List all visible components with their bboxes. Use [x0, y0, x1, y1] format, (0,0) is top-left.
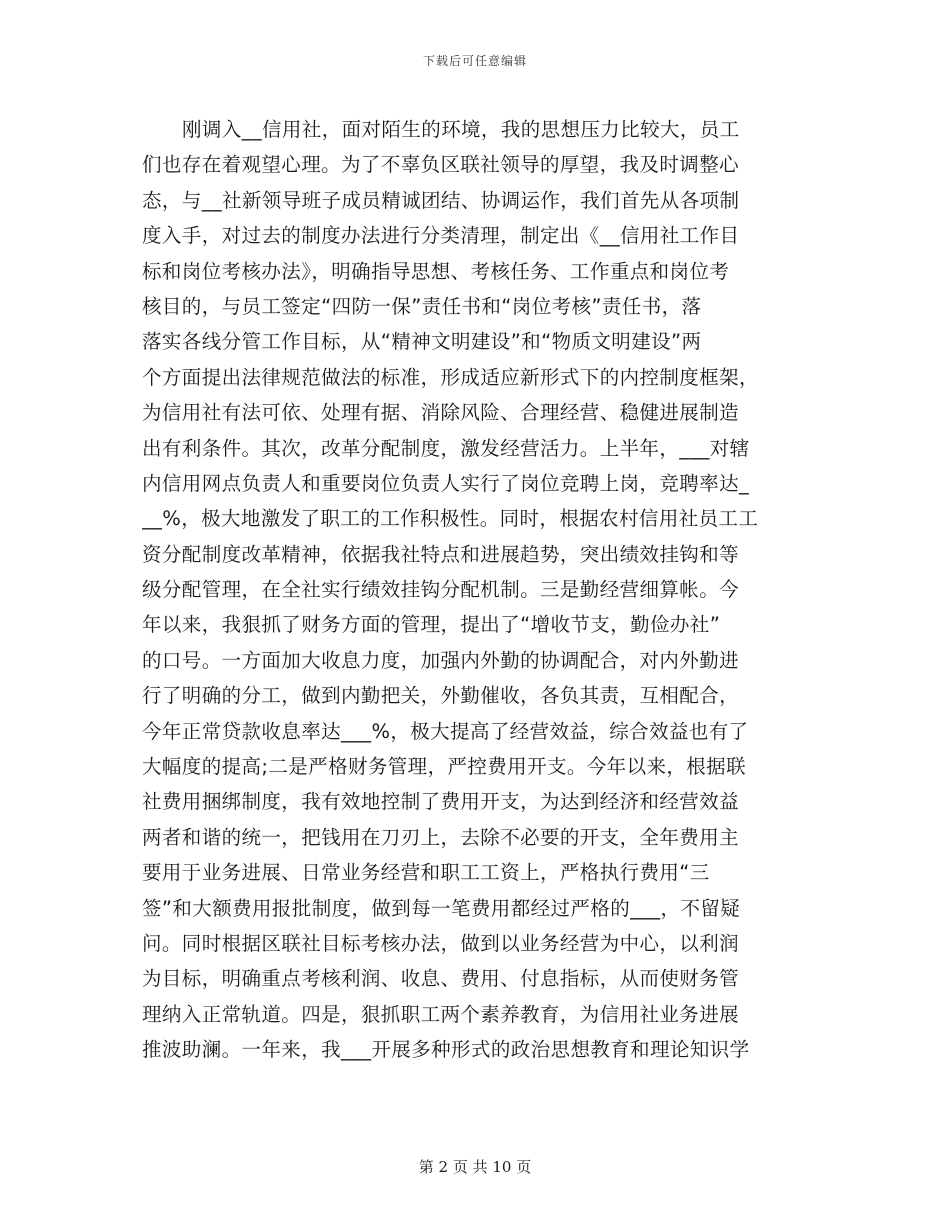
- text-line: 年以来，我狠抓了财务方面的管理，提出了“增收节支，勤俭办社”: [142, 613, 721, 637]
- text-line: 刚调入__信用社，面对陌生的环境，我的思想压力比较大，员工: [182, 118, 740, 141]
- text-line: 两者和谐的统一，把钱用在刀刃上，去除不必要的开支，全年费用主: [142, 825, 740, 849]
- text-line: 内信用网点负责人和重要岗位负责人实行了岗位竞聘上岗，竞聘率达_: [142, 471, 750, 495]
- page-header: 下载后可任意编辑: [422, 54, 527, 68]
- text-line: 签”和大额费用报批制度，做到每一笔费用都经过严格的___，不留疑: [142, 896, 741, 920]
- text-line: __%，极大地激发了职工的工作积极性。同时，根据农村信用社员工工: [142, 507, 759, 531]
- text-line: 行了明确的分工，做到内勤把关，外勤催收，各负其责，互相配合，: [142, 684, 740, 708]
- text-line: 个方面提出法律规范做法的标准，形成适应新形式下的内控制度框架，: [142, 365, 759, 389]
- text-line: 为目标，明确重点考核利润、收息、费用、付息指标，从而使财务管: [142, 967, 740, 991]
- text-line: 落实各线分管工作目标，从“精神文明建设”和“物质文明建设”两: [142, 330, 702, 354]
- text-line: 问。同时根据区联社目标考核办法，做到以业务经营为中心，以利润: [142, 931, 740, 955]
- text-line: 今年正常贷款收息率达___%，极大提高了经营效益，综合效益也有了: [142, 719, 749, 743]
- text-line: 社费用捆绑制度，我有效地控制了费用开支，为达到经济和经营效益: [142, 790, 740, 814]
- text-line: 的口号。一方面加大收息力度，加强内外勤的协调配合，对内外勤进: [142, 648, 740, 672]
- document-body: [142, 112, 812, 1068]
- text-line: 度入手，对过去的制度办法进行分类清理，制定出《__信用社工作目: [142, 224, 740, 248]
- text-line: 出有利条件。其次，改革分配制度，激发经营活力。上半年，___对辖: [142, 436, 750, 460]
- text-line: 理纳入正常轨道。四是，狠抓职工两个素养教育，为信用社业务进展: [142, 1002, 740, 1026]
- text-line: 要用于业务进展、日常业务经营和职工工资上，严格执行费用“三: [142, 861, 710, 885]
- text-line: 们也存在着观望心理。为了不辜负区联社领导的厚望，我及时调整心: [142, 153, 740, 177]
- text-line: 为信用社有法可依、处理有据、消除风险、合理经营、稳健进展制造: [142, 401, 740, 425]
- text-line: 核目的，与员工签定“四防一保”责任书和“岗位考核”责任书，落: [142, 294, 702, 318]
- page-number: 第 2 页 共 10 页: [418, 1158, 532, 1176]
- text-line: 大幅度的提高;二是严格财务管理，严控费用开支。今年以来，根据联: [142, 755, 746, 779]
- text-line: 态，与__社新领导班子成员精诚团结、协调运作，我们首先从各项制: [142, 188, 740, 212]
- text-line: 资分配制度改革精神，依据我社特点和进展趋势，突出绩效挂钩和等: [142, 542, 740, 566]
- text-line: 标和岗位考核办法》，明确指导思想、考核任务、工作重点和岗位考: [142, 259, 730, 283]
- text-line: 级分配管理，在全社实行绩效挂钩分配机制。三是勤经营细算帐。今: [142, 578, 740, 602]
- text-line: 推波助澜。一年来，我___开展多种形式的政治思想教育和理论知识学: [142, 1038, 750, 1062]
